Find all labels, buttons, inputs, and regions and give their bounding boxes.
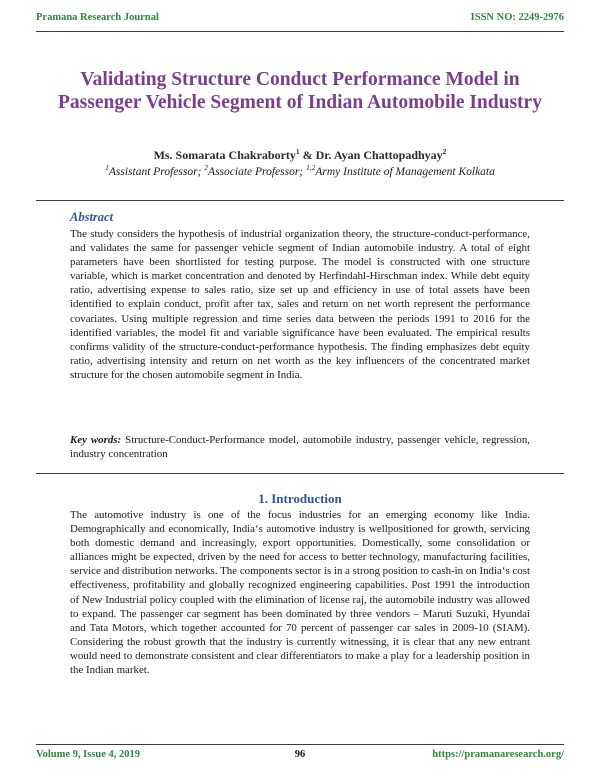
affil-role-1: Assistant Professor;	[108, 166, 205, 178]
author-2-sup: 2	[442, 147, 447, 156]
title-line-1: Validating Structure Conduct Performance Model in	[80, 69, 520, 90]
page-header	[36, 12, 564, 28]
keywords-text: Structure-Conduct-Performance model, automobile industry, passenger vehicle, regression, industry concentration	[70, 434, 533, 461]
journal-name: Pramana Research Journal	[36, 12, 159, 23]
keywords-divider	[36, 473, 564, 474]
keywords-block	[70, 433, 533, 461]
author-2-name: Dr. Ayan Chattopadhyay	[315, 148, 443, 162]
volume-issue: Volume 9, Issue 4, 2019	[36, 749, 141, 760]
journal-url[interactable]: https://pramanaresearch.org/	[432, 749, 564, 760]
title-line-2: Passenger Vehicle Segment of Indian Automobile Industry	[58, 92, 542, 113]
affil-role-2: Associate Professor;	[208, 166, 306, 178]
author-conjunction: &	[299, 148, 316, 162]
affil-institute: Army Institute of Management Kolkata	[315, 166, 495, 178]
abstract-divider	[36, 200, 564, 201]
issn-number: ISSN NO: 2249-2976	[470, 12, 564, 23]
header-divider	[36, 31, 564, 32]
introduction-text: The automotive industry is one of the focus industries for an emerging economy like India. Demographically and economically, India‘s automotive industry is wellpositioned for growth, servicing both domestic demand and increasingly, export opportunities. Domestically, some consolidation or alliances might be expected, driven by the need for access to better technology, manufacturing facilities, service and distribution networks. The components sector is in a strong position to cash-in on India‘s cost effectiveness, profitability and globally recognized engineering capabilities. Post 1991 the introduction of New Industrial policy coupled with the elimination of license raj, the automobile industry was allowed to expand. The passenger car segment has been dominated by three vendors – Maruti Suzuki, Hyundai and Tata Motors, which together accounted for 70 percent of passenger car sales in 2009-10 (SIAM). Considering the robust growth that the industry is currently witnessing, it is clear that any new entrant would need to demonstrate consistent and clear differentiators to make a play for a leadership position in the Indian market.	[70, 509, 530, 677]
affil-sup-2: 2	[204, 163, 209, 173]
introduction-heading: 1. Introduction	[258, 491, 342, 506]
author-line	[40, 148, 560, 163]
keywords-label: Key words:	[70, 434, 122, 446]
author-1-sup: 1	[295, 147, 300, 156]
footer-divider	[36, 744, 564, 745]
author-1-name: Ms. Somarata Chakraborty	[153, 148, 296, 162]
abstract-text: The study considers the hypothesis of industrial organization theory, the structure-conduct-performance, and validates the same for passenger vehicle segment of Indian automobile industry. A total of eight parameters have been shortlisted for testing purpose. The model is constructed with one structure variable, which is market concentration and denoted by Herfindahl-Hirschman index. While debt equity ratio, advertising expense to sales ratio, size set up and efficiency in use of total assets have been identified to explain conduct, profit after tax, sales and return on net worth represent the performance covariates. Using multiple regression and time series data between the periods 1991 to 2016 for the identified variables, the model fit and variable significance have been evaluated. The empirical results confirms validity of the structure-conduct-performance hypothesis. The finding emphasizes debt equity ratio, advertising intensity and return on net worth as the key influencers of the concentrated market structure for the chosen automobile segment in India.	[70, 228, 530, 381]
affil-sup-3: 1,2	[306, 163, 316, 173]
affiliation-line	[40, 163, 560, 178]
paper-title	[40, 68, 560, 114]
abstract-heading: Abstract	[70, 210, 114, 224]
page-footer	[36, 749, 564, 763]
affil-sup-1: 1	[105, 163, 109, 173]
page-number: 96	[294, 749, 306, 760]
